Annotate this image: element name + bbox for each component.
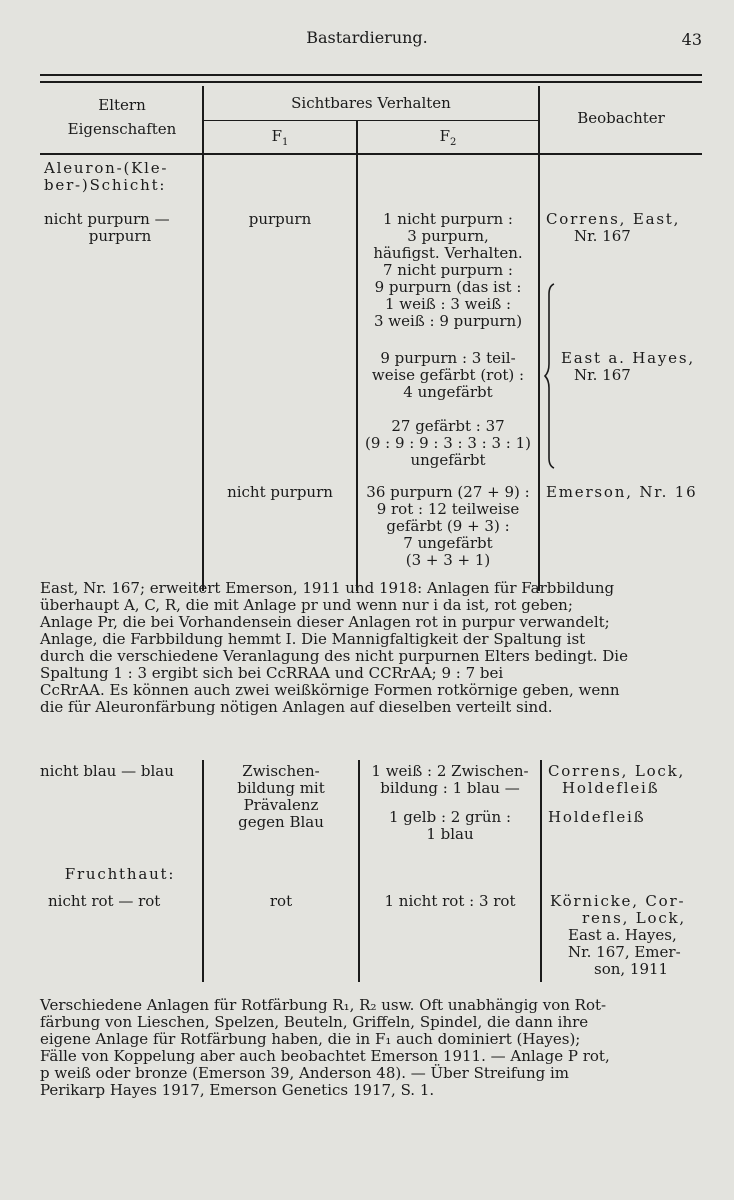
col-f2-letter: F bbox=[439, 127, 451, 145]
observer-blue-a-1: Correns, Lock, bbox=[548, 762, 686, 780]
note-2-line: p weiß oder bronze (Emerson 39, Anderson 48). — Über Streifung im bbox=[40, 1064, 569, 1082]
table-header-rule bbox=[40, 153, 702, 155]
note-1-line: überhaupt A, C, R, die mit Anlage pr und wenn nur i da ist, rot geben; bbox=[40, 596, 573, 614]
col-rule-3-sec2 bbox=[540, 760, 542, 982]
f2-blue-a-2: bildung : 1 blau — bbox=[380, 779, 520, 797]
note-2-line: Perikarp Hayes 1917, Emerson Genetics 1917, S. 1. bbox=[40, 1081, 435, 1099]
f2-value-e-3: gefärbt (9 + 3) : bbox=[386, 517, 510, 535]
f2-value-a-3: häufigst. Verhalten. bbox=[373, 244, 523, 262]
f2-value-e-1: 36 purpurn (27 + 9) : bbox=[366, 483, 530, 501]
table-top-rule-2 bbox=[40, 81, 702, 83]
col-parents-line2: Eigenschaften bbox=[67, 120, 177, 138]
col-f1-sub: 1 bbox=[282, 137, 289, 148]
col-f2 bbox=[358, 128, 538, 151]
f2-value-d-1: 27 gefärbt : 37 bbox=[391, 417, 505, 435]
observer-a-1: Correns, East, bbox=[546, 210, 681, 228]
parents-red: nicht rot — rot bbox=[48, 892, 161, 910]
f2-blue-b-2: 1 blau bbox=[426, 825, 474, 843]
parents-line2: purpurn bbox=[88, 227, 152, 245]
observer-blue-a-2: Holdefleiß bbox=[562, 779, 660, 797]
running-title: Bastardierung. bbox=[306, 28, 428, 47]
note-1-line: Anlage Pr, die bei Vorhandensein dieser Anlagen rot in purpur verwandelt; bbox=[40, 613, 610, 631]
f1-red: rot bbox=[269, 892, 293, 910]
f2-value-e-5: (3 + 3 + 1) bbox=[405, 551, 491, 569]
section-heading-line1: Aleuron-(Kle- bbox=[44, 159, 169, 177]
note-1-line: CcRrAA. Es können auch zwei weißkörnige Formen rotkörnige geben, wenn bbox=[40, 681, 620, 699]
f2-value-c-3: 4 ungefärbt bbox=[403, 383, 493, 401]
f1-value-a: purpurn bbox=[248, 210, 312, 228]
note-2-line: Fälle von Koppelung aber auch beobachtet Emerson 1911. — Anlage P rot, bbox=[40, 1047, 610, 1065]
observer-red-2: rens, Lock, bbox=[582, 909, 686, 927]
note-2 bbox=[40, 997, 610, 1099]
section-heading-line2: ber-)Schicht: bbox=[44, 176, 167, 194]
f2-value-e-2: 9 rot : 12 teilweise bbox=[376, 500, 520, 518]
page-number: 43 bbox=[681, 30, 702, 49]
f2-blue-b-1: 1 gelb : 2 grün : bbox=[388, 808, 511, 826]
observer-c: Emerson, Nr. 16 bbox=[546, 483, 698, 501]
f2-value-c-2: weise gefärbt (rot) : bbox=[371, 366, 525, 384]
col-visible-behaviour: Sichtbares Verhalten bbox=[291, 94, 451, 112]
observer-red-5: son, 1911 bbox=[594, 960, 669, 978]
observer-blue-b: Holdefleiß bbox=[548, 808, 646, 826]
f2-value-c-1: 9 purpurn : 3 teil- bbox=[380, 349, 516, 367]
note-1 bbox=[40, 580, 628, 716]
observer-red-3: East a. Hayes, bbox=[568, 926, 677, 944]
col-f2-sub: 2 bbox=[450, 137, 457, 148]
note-2-line: eigene Anlage für Rotfärbung haben, die in F₁ auch dominiert (Hayes); bbox=[40, 1030, 581, 1048]
f2-value-b-3: 1 weiß : 3 weiß : bbox=[384, 295, 512, 313]
f2-value-b-4: 3 weiß : 9 purpurn) bbox=[373, 312, 523, 330]
f2-blue-a-1: 1 weiß : 2 Zwischen- bbox=[371, 762, 529, 780]
f2-value-a-1: 1 nicht purpurn : bbox=[383, 210, 513, 228]
f2-red: 1 nicht rot : 3 rot bbox=[384, 892, 516, 910]
f2-value-b-1: 7 nicht purpurn : bbox=[383, 261, 513, 279]
note-1-line: Anlage, die Farbbildung hemmt I. Die Mannigfaltigkeit der Spaltung ist bbox=[40, 630, 586, 648]
note-2-line: Verschiedene Anlagen für Rotfärbung R₁, R₂ usw. Oft unabhängig von Rot- bbox=[40, 996, 607, 1014]
table-top-rule bbox=[40, 74, 702, 76]
observer-red-4: Nr. 167, Emer- bbox=[568, 943, 681, 961]
f2-value-a-2: 3 purpurn, bbox=[407, 227, 489, 245]
col-f1-letter: F bbox=[271, 127, 283, 145]
parents-line1: nicht purpurn — bbox=[44, 210, 170, 228]
observer-red-1: Körnicke, Cor- bbox=[550, 892, 686, 910]
f1-blue-3: Prävalenz bbox=[243, 796, 319, 814]
parents-blue: nicht blau — blau bbox=[40, 762, 174, 780]
f1-blue-1: Zwischen- bbox=[242, 762, 320, 780]
observer-b-2: Nr. 167 bbox=[574, 366, 631, 384]
f1-blue-4: gegen Blau bbox=[238, 813, 324, 831]
section-heading-fruchthaut: Fruchthaut: bbox=[64, 865, 176, 883]
observer-b-1: East a. Hayes, bbox=[561, 349, 695, 367]
note-1-line: East, Nr. 167; erweitert Emerson, 1911 und 1918: Anlagen für Farbbildung bbox=[40, 579, 615, 597]
col-rule-1 bbox=[202, 86, 204, 591]
f1-blue-2: bildung mit bbox=[237, 779, 325, 797]
f2-value-b-2: 9 purpurn (das ist : bbox=[374, 278, 522, 296]
f2-value-e-4: 7 ungefärbt bbox=[403, 534, 493, 552]
col-observer: Beobachter bbox=[577, 109, 665, 127]
f1-value-b: nicht purpurn bbox=[227, 483, 333, 501]
visible-subrule bbox=[204, 120, 538, 121]
col-rule-f1f2-header bbox=[356, 121, 358, 153]
f2-value-d-3: ungefärbt bbox=[410, 451, 486, 469]
observer-a-2: Nr. 167 bbox=[574, 227, 631, 245]
note-2-line: färbung von Lieschen, Spelzen, Beuteln, Griffeln, Spindel, die dann ihre bbox=[40, 1013, 589, 1031]
col-rule-3 bbox=[538, 86, 540, 591]
note-1-line: Spaltung 1 : 3 ergibt sich bei CcRRAA und CCRrAA; 9 : 7 bei bbox=[40, 664, 504, 682]
col-f1 bbox=[204, 128, 356, 151]
note-1-line: durch die verschiedene Veranlagung des nicht purpurnen Elters bedingt. Die bbox=[40, 647, 628, 665]
brace-icon bbox=[544, 282, 558, 470]
f2-value-d-2: (9 : 9 : 9 : 3 : 3 : 3 : 1) bbox=[364, 434, 532, 452]
col-parents-line1: Eltern bbox=[98, 96, 146, 114]
note-1-line: die für Aleuronfärbung nötigen Anlagen auf dieselben verteilt sind. bbox=[40, 698, 553, 716]
